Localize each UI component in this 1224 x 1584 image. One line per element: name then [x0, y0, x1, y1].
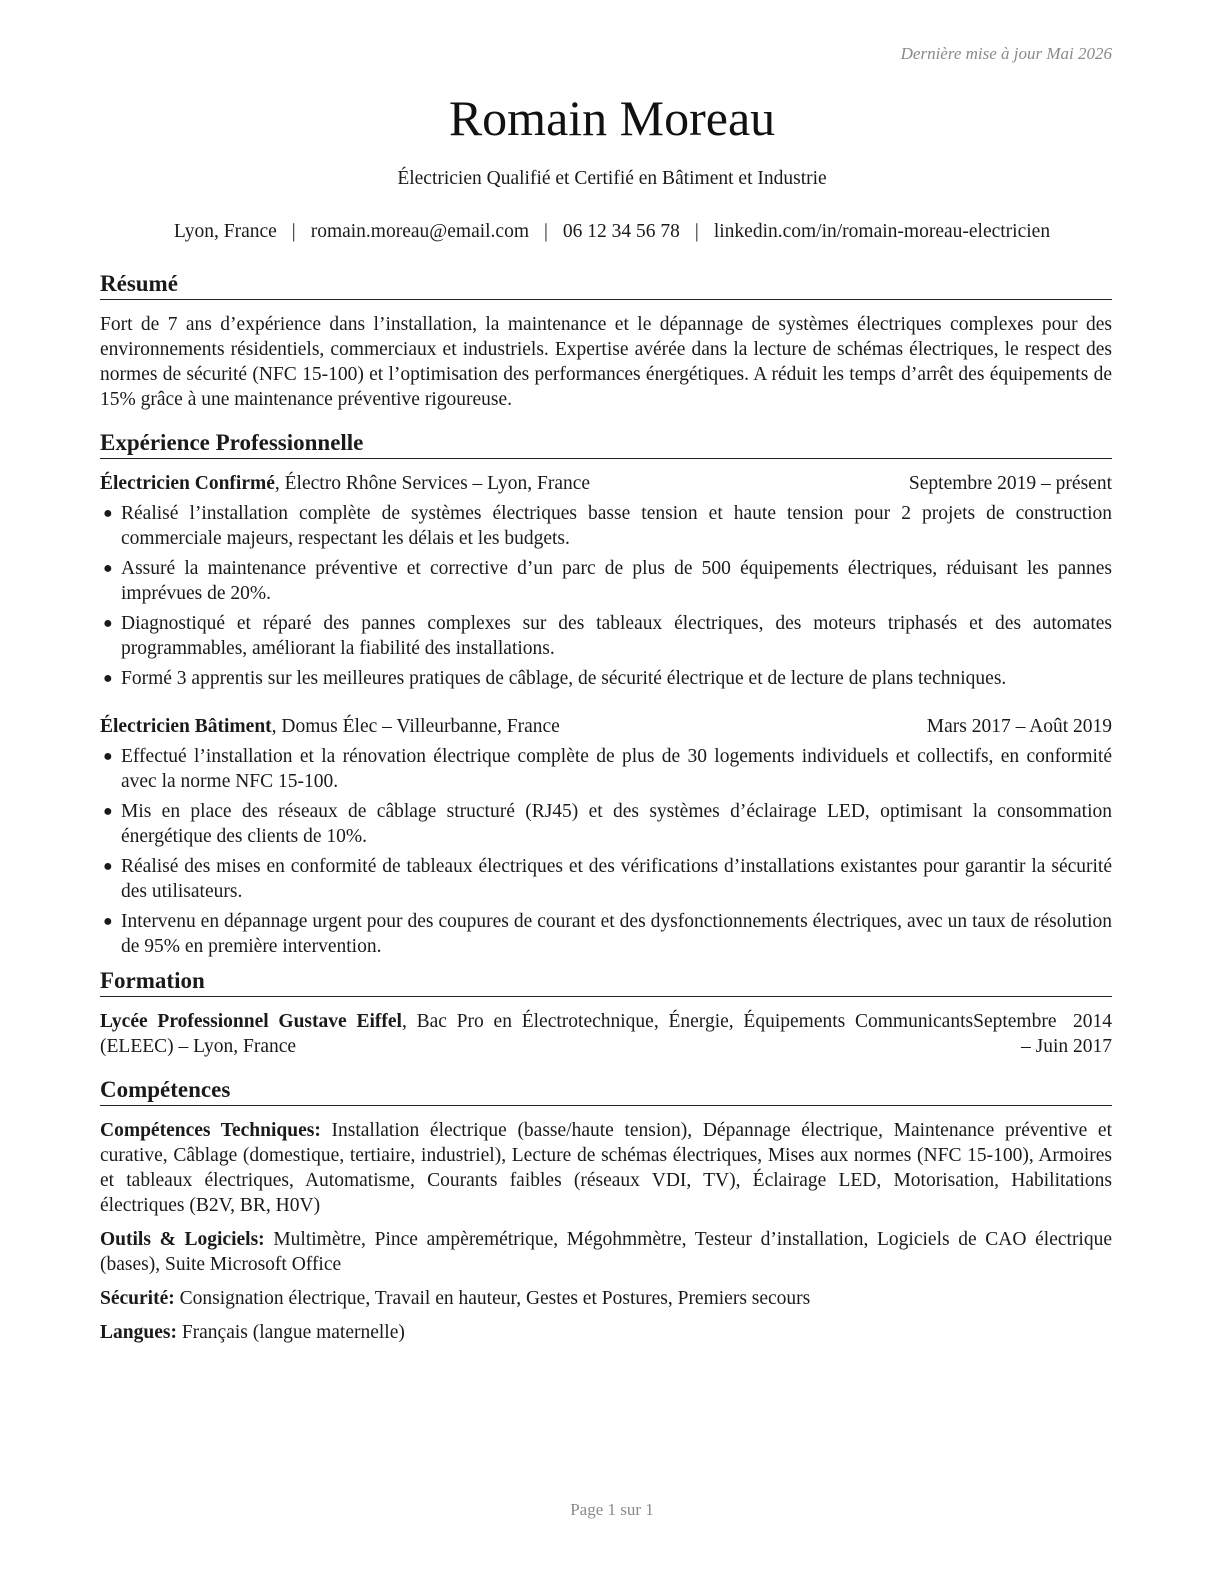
education-entry	[100, 1009, 1112, 1059]
job-header	[100, 714, 1112, 739]
job-dates: Septembre 2019 – présent	[908, 473, 1112, 494]
bullet-icon: ●	[103, 803, 113, 820]
section-title-summary: Résumé	[100, 270, 1112, 300]
bullet-text: Diagnostiqué et réparé des pannes complexes sur des tableaux électriques, des moteurs triphasés et des automates programmables, améliorant la fiabilité des installations.	[121, 613, 1112, 659]
skill-group	[100, 1286, 1112, 1311]
contact-separator: |	[694, 221, 699, 242]
job-entry	[100, 471, 1112, 691]
list-item	[100, 744, 1112, 794]
summary-text: Fort de 7 ans d’expérience dans l’installation, la maintenance et le dépannage de systèmes électriques complexes pour des environnements résidentiels, commerciaux et industriels. Expertise avérée dans la lecture de schémas électriques, le respect des normes de sécurité (NFC 15-100) et l’optimisation des performances énergétiques. A réduit les temps d’arrêt des équipements de 15% grâce à une maintenance préventive rigoureuse.	[100, 314, 1112, 410]
skill-text: Installation électrique (basse/haute tension), Dépannage électrique, Maintenance préventive et curative, Câblage (domestique, tertiaire, industriel), Lecture de schémas électriques, Mises aux normes (NFC 15-100), Armoires et tableaux électriques, Automatisme, Courants faibles (réseaux VDI, TV), Éclairage LED, Motorisation, Habilitations électriques (B2V, BR, H0V)	[100, 1120, 1112, 1216]
skill-group	[100, 1320, 1112, 1345]
list-item	[100, 501, 1112, 551]
education-degree: , Bac Pro en Électrotechnique, Énergie, Équipements Communicants (ELEEC) – Lyon, France	[100, 1011, 974, 1057]
bullet-text: Intervenu en dépannage urgent pour des coupures de courant et des dysfonctionnements électriques, avec un taux de résolution de 95% en première intervention.	[121, 911, 1112, 957]
bullet-icon: ●	[103, 505, 113, 522]
contact-separator: |	[544, 221, 548, 242]
list-item	[100, 799, 1112, 849]
job-header	[100, 471, 1112, 496]
bullet-icon: ●	[103, 615, 113, 632]
job-bullets	[100, 744, 1112, 959]
bullet-text: Mis en place des réseaux de câblage structuré (RJ45) et des systèmes d’éclairage LED, optimisant la consommation énergétique des clients de 10%.	[121, 801, 1112, 847]
job-company: , Électro Rhône Services – Lyon, France	[274, 473, 591, 494]
job-bullets	[100, 501, 1112, 691]
skill-label: Compétences Techniques:	[100, 1120, 321, 1141]
skill-label: Sécurité:	[100, 1288, 175, 1309]
last-updated: Dernière mise à jour Mai 2026	[900, 44, 1112, 63]
job-entry	[100, 714, 1112, 959]
education-section	[100, 967, 1112, 1059]
skills-section	[100, 1076, 1112, 1345]
job-title: Électricien Qualifié et Certifié en Bâtiment et Industrie	[397, 168, 827, 189]
bullet-text: Assuré la maintenance préventive et corrective d’un parc de plus de 500 équipements électriques, réduisant les pannes imprévues de 20%.	[121, 558, 1112, 604]
contact-linkedin[interactable]: linkedin.com/in/romain-moreau-electricien	[713, 221, 1051, 242]
section-title-experience: Expérience Professionnelle	[100, 429, 1112, 459]
skill-group	[100, 1227, 1112, 1277]
education-school: Lycée Professionnel Gustave Eiffel	[100, 1011, 402, 1032]
bullet-icon: ●	[103, 670, 113, 687]
skill-text: Français (langue maternelle)	[181, 1322, 405, 1343]
skill-label: Langues:	[100, 1322, 177, 1343]
section-title-education: Formation	[100, 967, 1112, 997]
summary-section	[100, 270, 1112, 412]
bullet-text: Réalisé des mises en conformité de tableaux électriques et des vérifications d’installations existantes pour garantir la sécurité des utilisateurs.	[121, 856, 1112, 902]
skill-label: Outils & Logiciels:	[100, 1229, 265, 1250]
contact-phone[interactable]: 06 12 34 56 78	[562, 221, 680, 242]
education-dates: Septembre 2014 – Juin 2017	[973, 1011, 1112, 1057]
bullet-text: Effectué l’installation et la rénovation électrique complète de plus de 30 logements individuels et collectifs, en conformité avec la norme NFC 15-100.	[121, 746, 1112, 792]
contact-line	[0, 219, 1224, 245]
bullet-text: Formé 3 apprentis sur les meilleures pratiques de câblage, de sécurité électrique et de lecture de plans techniques.	[121, 668, 1007, 689]
list-item	[100, 666, 1112, 691]
job-role: Électricien Confirmé	[100, 473, 275, 494]
candidate-name: Romain Moreau	[448, 90, 776, 146]
bullet-text: Réalisé l’installation complète de systèmes électriques basse tension et haute tension pour 2 projets de construction commerciale majeurs, respectant les délais et les budgets.	[121, 503, 1112, 549]
skill-text: Multimètre, Pince ampèremétrique, Mégohmmètre, Testeur d’installation, Logiciels de CAO électrique (bases), Suite Microsoft Office	[100, 1229, 1113, 1275]
contact-separator: |	[291, 221, 296, 242]
list-item	[100, 909, 1112, 959]
job-dates: Mars 2017 – Août 2019	[926, 716, 1112, 737]
bullet-icon: ●	[103, 560, 113, 577]
list-item	[100, 854, 1112, 904]
bullet-icon: ●	[103, 858, 113, 875]
job-company: , Domus Élec – Villeurbanne, France	[271, 716, 560, 737]
list-item	[100, 611, 1112, 661]
contact-email[interactable]: romain.moreau@email.com	[310, 221, 530, 242]
bullet-icon: ●	[103, 913, 113, 930]
bullet-icon: ●	[103, 748, 113, 765]
job-role: Électricien Bâtiment	[100, 716, 272, 737]
section-title-skills: Compétences	[100, 1076, 1112, 1106]
experience-section	[100, 429, 1112, 959]
list-item	[100, 556, 1112, 606]
page-number: Page 1 sur 1	[570, 1500, 654, 1519]
resume-content	[100, 270, 1112, 1354]
skill-text: Consignation électrique, Travail en hauteur, Gestes et Postures, Premiers secours	[179, 1288, 811, 1309]
contact-location: Lyon, France	[173, 221, 277, 242]
skill-group	[100, 1118, 1112, 1218]
